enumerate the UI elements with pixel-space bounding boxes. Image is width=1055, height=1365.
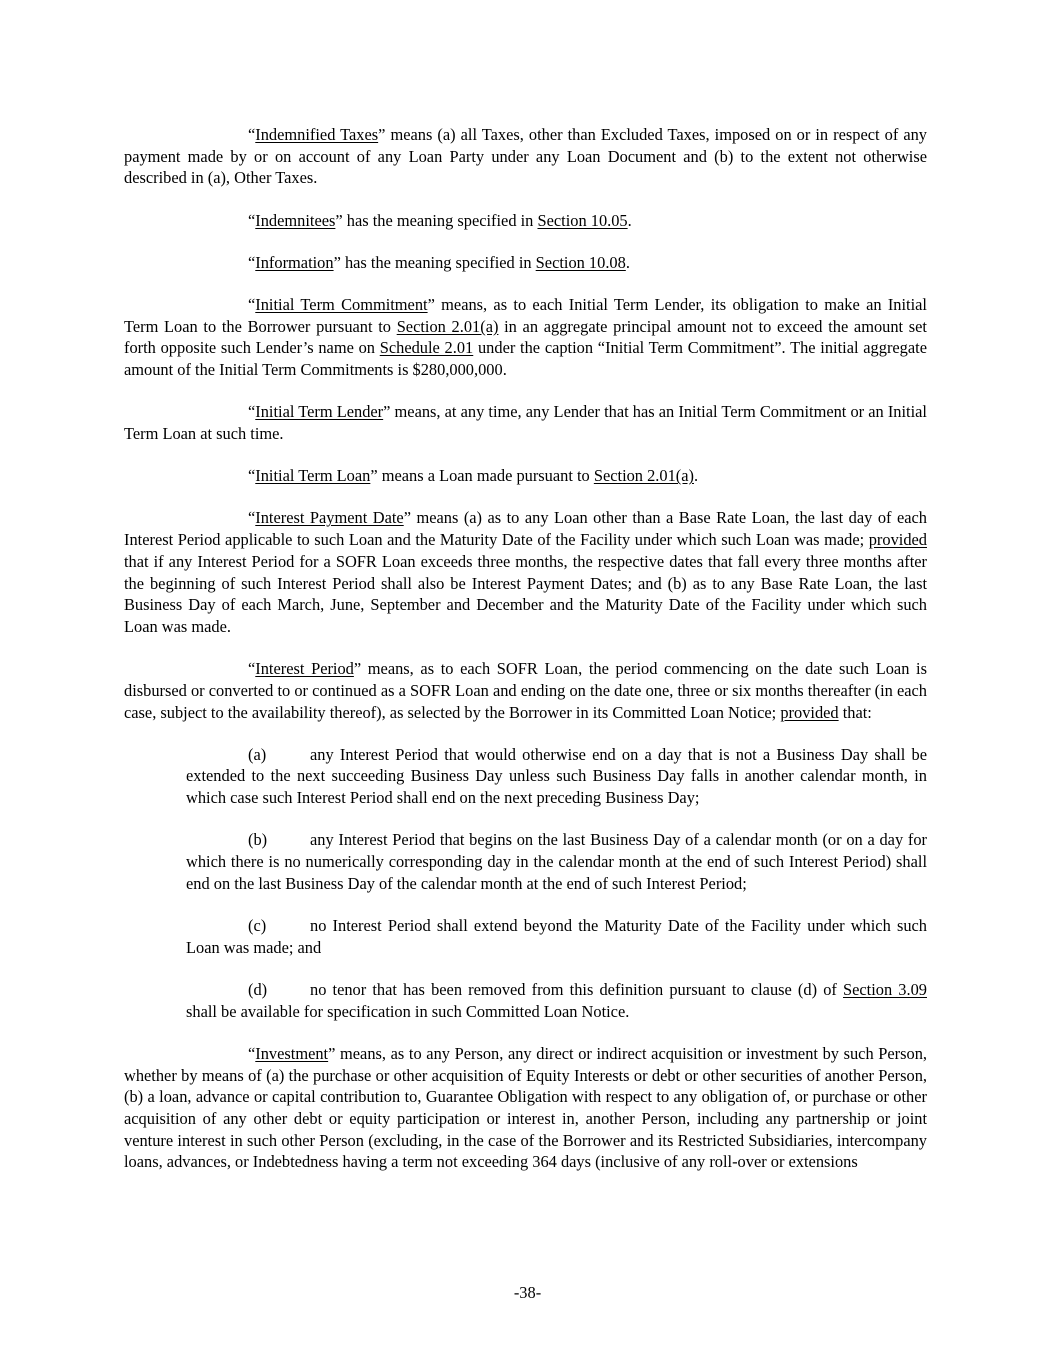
section-reference: Section 2.01(a) <box>396 316 499 336</box>
definition-indemnitees: “Indemnitees” has the meaning specified in Section 10.05. <box>248 210 632 230</box>
clause-label: (b) <box>248 830 268 850</box>
defined-term: Investment <box>255 1043 329 1063</box>
definition-interest-period: “Interest Period” means, as to each SOFR Loan, the period commencing on the date such Loan is disbursed or converted to or continued as a SOFR Loan and ending on the date one, three or six months thereafter (in each case, subject to the availability thereof), as selected by the Borrower in its Committed Loan Notice; provided that: <box>124 659 927 722</box>
definition-initial-term-loan: “Initial Term Loan” means a Loan made pursuant to Section 2.01(a). <box>248 466 699 486</box>
schedule-reference: Schedule 2.01 <box>379 338 474 358</box>
proviso-word: provided <box>780 702 839 722</box>
section-reference: Section 10.05 <box>537 210 628 230</box>
definition-interest-payment-date: “Interest Payment Date” means (a) as to any Loan other than a Base Rate Loan, the last day of each Interest Period applicable to such Loan and the Maturity Date of the Facility under which such Loan was made; provided that if any Interest Period for a SOFR Loan exceeds three months, the respective dates that fall every three months after the beginning of such Interest Period shall also be Interest Payment Dates; and (b) as to any Base Rate Loan, the last Business Day of each March, June, September and December and the Maturity Date of the Facility under which such Loan was made. <box>124 508 927 636</box>
defined-term: Indemnified Taxes <box>255 125 379 144</box>
defined-term: Initial Term Lender <box>255 402 384 422</box>
section-reference: Section 2.01(a) <box>593 466 694 486</box>
definition-initial-term-commitment: “Initial Term Commitment” means, as to each Initial Term Lender, its obligation to make an Initial Term Loan to the Borrower pursuant to Section 2.01(a) in an aggregate principal amount not to exceed the amount set forth opposite such Lender’s name on Schedule 2.01 under the caption “Initial Term Commitment”. The initial aggregate amount of the Initial Term Commitments is $280,000,000. <box>124 295 927 380</box>
defined-term: Interest Payment Date <box>255 508 404 528</box>
page-number: -38- <box>513 1283 542 1302</box>
section-reference: Section 3.09 <box>843 979 927 999</box>
page-body <box>124 124 927 1194</box>
defined-term: Initial Term Commitment <box>255 295 428 315</box>
clause-a: (a) any Interest Period that would otherwise end on a day that is not a Business Day shall be extended to the next succeeding Business Day unless such Business Day falls in another calendar month, in which case such Interest Period shall end on the next preceding Business Day; <box>186 744 927 808</box>
definition-initial-term-lender: “Initial Term Lender” means, at any time, any Lender that has an Initial Term Commitment or an Initial Term Loan at such time. <box>124 402 927 444</box>
defined-term: Information <box>255 252 334 272</box>
definition-indemnified-taxes: “Indemnified Taxes” means (a) all Taxes, other than Excluded Taxes, imposed on or in respect of any payment made by or on account of any Loan Party under any Loan Document and (b) to the extent not otherwise described in (a), Other Taxes. <box>124 125 927 188</box>
definition-investment: “Investment” means, as to any Person, any direct or indirect acquisition or investment by such Person, whether by means of (a) the purchase or other acquisition of Equity Interests or debt or other securities of another Person, (b) a loan, advance or capital contribution to, Guarantee Obligation with respect to any obligation of, or purchase or other acquisition of any other debt or equity participation or interest in, another Person, including any partnership or joint venture interest in such other Person (excluding, in the case of the Borrower and its Restricted Subsidiaries, intercompany loans, advances, or Indebtedness having a term not exceeding 364 days (inclusive of any roll-over or extensions <box>124 1043 927 1172</box>
clause-label: (c) <box>248 915 267 935</box>
definition-information: “Information” has the meaning specified in Section 10.08. <box>248 252 630 272</box>
defined-term: Initial Term Loan <box>255 466 371 486</box>
section-reference: Section 10.08 <box>535 252 626 272</box>
clause-d: (d) no tenor that has been removed from this definition pursuant to clause (d) of Section 3.09 shall be available for specification in such Committed Loan Notice. <box>186 979 927 1021</box>
clause-label: (a) <box>248 744 267 764</box>
proviso-word: provided <box>868 530 927 550</box>
defined-term: Interest Period <box>255 659 354 679</box>
clause-b: (b) any Interest Period that begins on the last Business Day of a calendar month (or on a day for which there is no numerically corresponding day in the calendar month at the end of such Interest Period) shall end on the last Business Day of the calendar month at the end of such Interest Period; <box>186 830 927 893</box>
defined-term: Indemnitees <box>255 210 336 230</box>
clause-c: (c) no Interest Period shall extend beyond the Maturity Date of the Facility under which such Loan was made; and <box>186 915 927 957</box>
clause-label: (d) <box>248 979 268 999</box>
